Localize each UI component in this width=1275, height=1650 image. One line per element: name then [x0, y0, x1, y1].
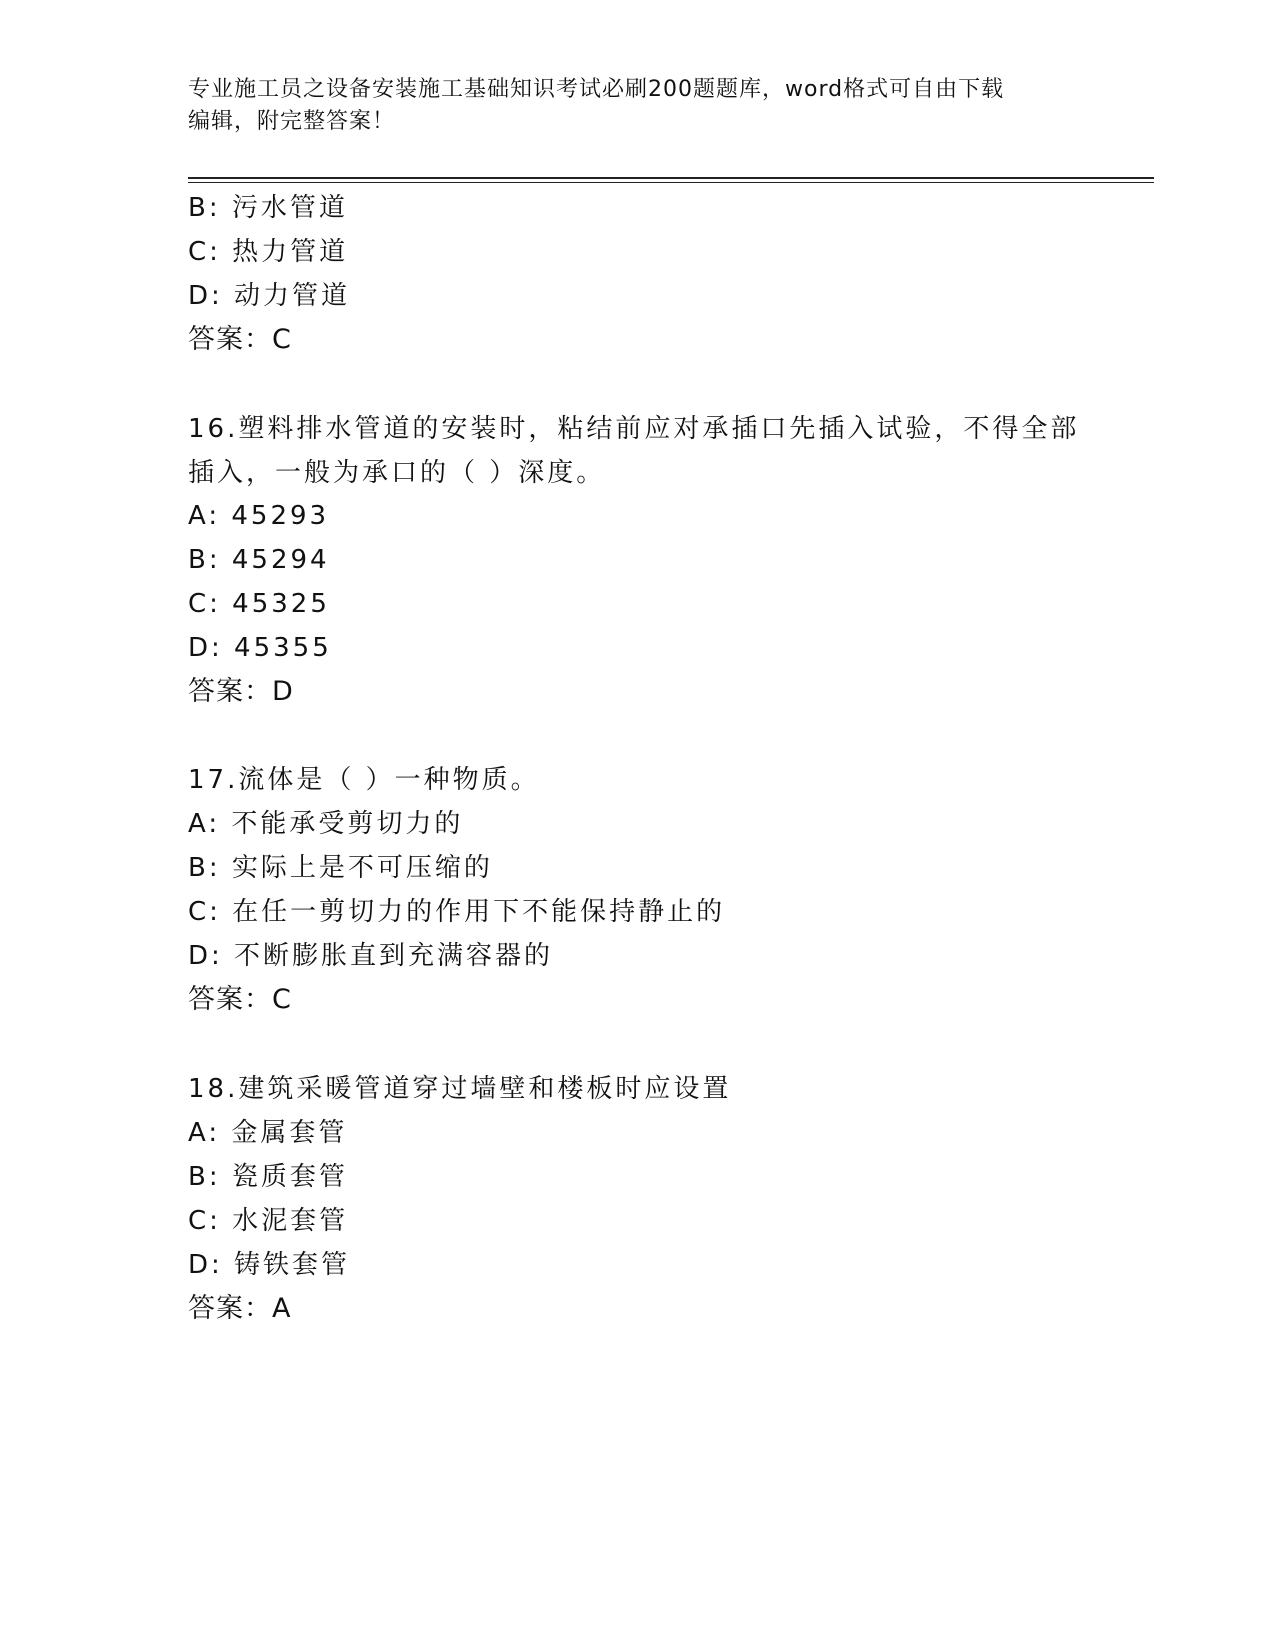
q18-option-b: B: 瓷质套管: [188, 1162, 348, 1192]
q15-option-b: B: 污水管道: [188, 193, 348, 223]
q16-stem-line-2: 插入，一般为承口的（ ）深度。: [188, 458, 606, 488]
header-line-2: 编辑，附完整答案！: [188, 109, 396, 134]
q16-option-d: D: 45355: [188, 633, 332, 663]
q17-option-c: C: 在任一剪切力的作用下不能保持静止的: [188, 897, 726, 927]
q15-answer: 答案：C: [188, 324, 292, 355]
q17-answer: 答案：C: [188, 984, 292, 1015]
q17-option-b: B: 实际上是不可压缩的: [188, 853, 493, 883]
header-divider-thick: [188, 177, 1154, 179]
q16-option-c: C: 45325: [188, 589, 330, 619]
q16-answer: 答案：D: [188, 676, 294, 707]
q16-option-a: A: 45293: [188, 501, 330, 531]
q18-option-c: C: 水泥套管: [188, 1206, 349, 1236]
q18-option-d: D: 铸铁套管: [188, 1250, 351, 1280]
q15-option-d: D: 动力管道: [188, 281, 351, 311]
q17-stem: 17.流体是（ ）一种物质。: [188, 765, 540, 795]
q18-option-a: A: 金属套管: [188, 1118, 348, 1148]
q18-answer: 答案：A: [188, 1293, 292, 1324]
header-line-1: 专业施工员之设备安装施工基础知识考试必刷200题题库，word格式可自由下载: [188, 77, 1005, 102]
q17-option-a: A: 不能承受剪切力的: [188, 809, 464, 839]
q18-stem: 18.建筑采暖管道穿过墙壁和楼板时应设置: [188, 1074, 732, 1104]
q15-option-c: C: 热力管道: [188, 237, 349, 267]
q16-stem-line-1: 16.塑料排水管道的安装时，粘结前应对承插口先插入试验，不得全部: [188, 414, 1080, 444]
header-divider-thin: [188, 182, 1154, 183]
document-header: [188, 74, 1068, 138]
q17-option-d: D: 不断膨胀直到充满容器的: [188, 941, 554, 971]
q16-option-b: B: 45294: [188, 545, 330, 575]
